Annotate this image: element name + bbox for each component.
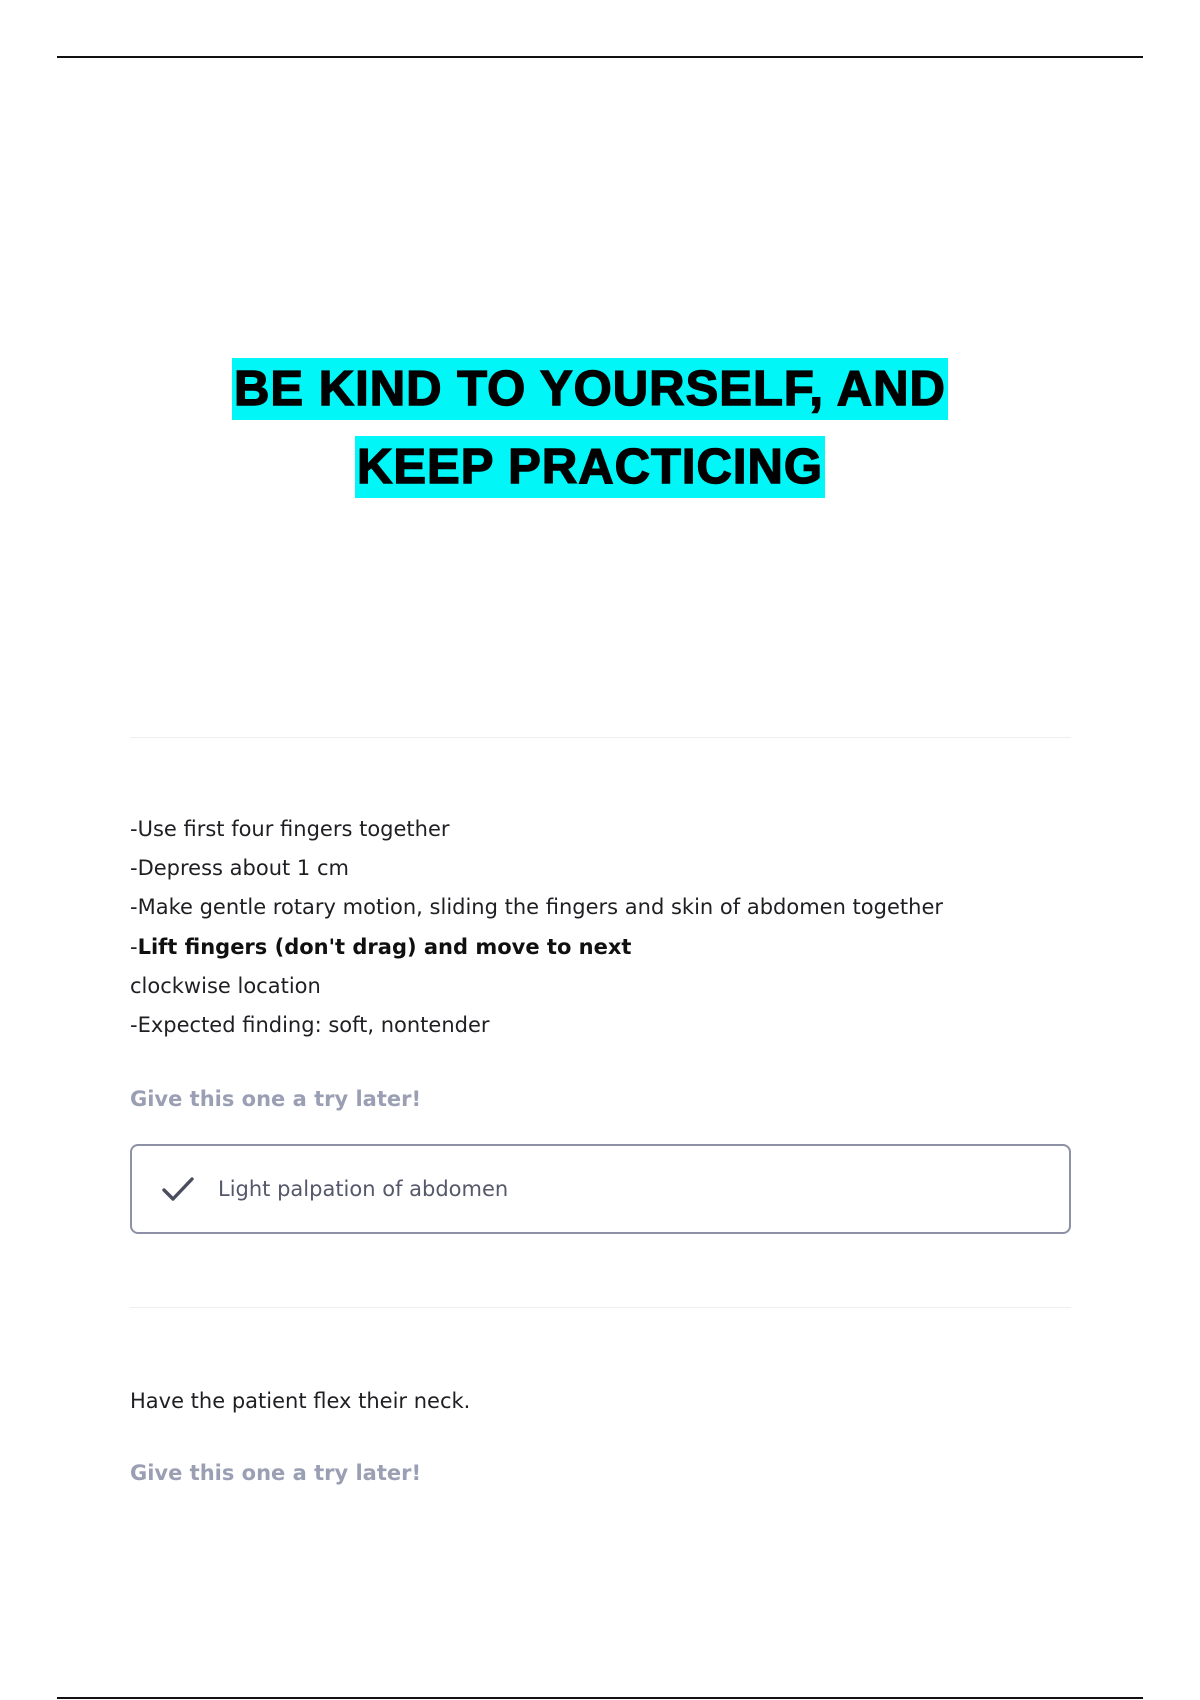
banner-line-2: KEEP PRACTICING (355, 436, 825, 498)
prompt-line: Have the patient flex their neck. (130, 1389, 471, 1413)
page-bottom-rule (57, 1697, 1143, 1699)
motivation-banner (0, 350, 1180, 506)
instruction-line: -Make gentle rotary motion, sliding the fingers and skin of abdomen together (130, 895, 943, 920)
check-icon (158, 1169, 198, 1209)
instruction-line: -Expected finding: soft, nontender (130, 1013, 490, 1038)
banner-line-1: BE KIND TO YOURSELF, AND (232, 358, 948, 420)
flashcard-answer-text (130, 810, 1071, 1045)
page-top-rule (57, 56, 1143, 58)
instruction-line: -Depress about 1 cm (130, 856, 349, 881)
instruction-line-bold (130, 928, 1071, 967)
bold-instruction: Lift fingers (don't drag) and move to next (137, 934, 632, 959)
card-divider-middle (130, 1307, 1071, 1308)
try-later-link[interactable]: Give this one a try later! (130, 1087, 422, 1111)
flashcard-prompt-text (130, 1382, 1071, 1421)
answer-option[interactable] (130, 1144, 1071, 1234)
answer-label: Light palpation of abdomen (218, 1177, 509, 1201)
instruction-line: clockwise location (130, 973, 321, 998)
bold-prefix: - (130, 934, 138, 959)
instruction-line: -Use first four fingers together (130, 817, 450, 841)
card-divider-top (130, 737, 1071, 738)
try-later-link-2[interactable]: Give this one a try later! (130, 1461, 422, 1485)
